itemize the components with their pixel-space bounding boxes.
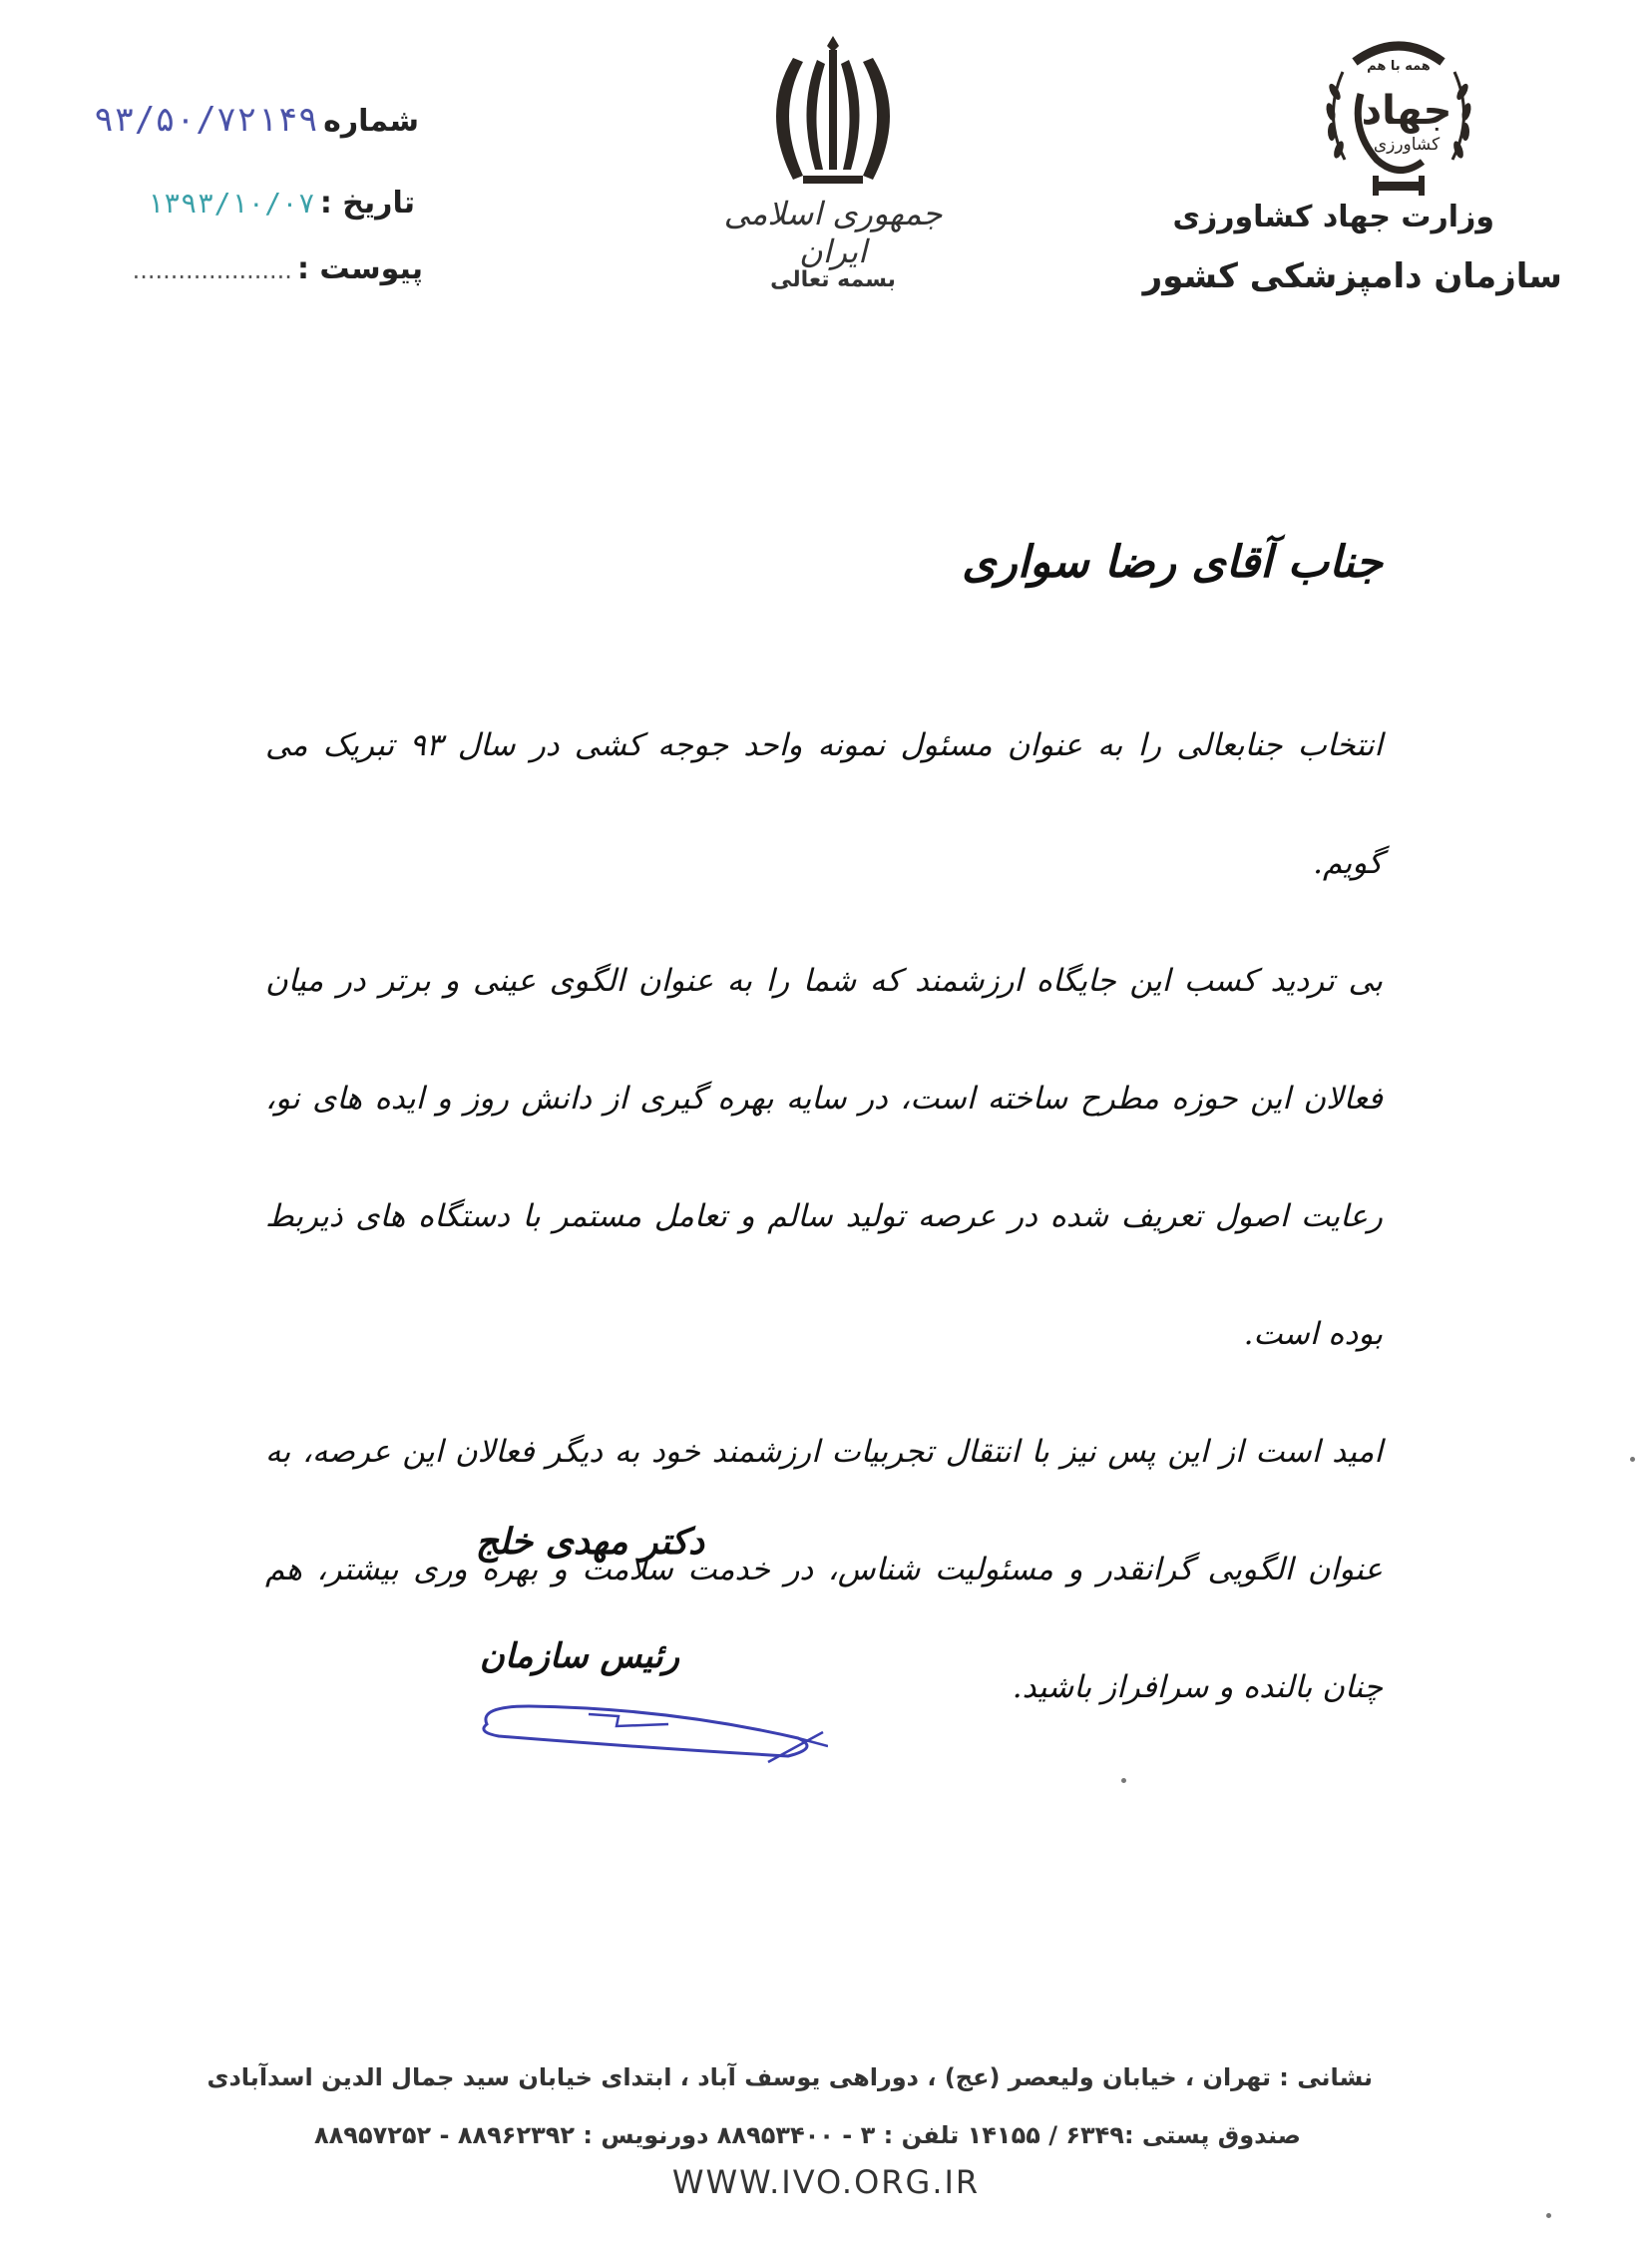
- attachment-label: پیوست :: [296, 251, 423, 286]
- svg-text:همه با هم: همه با هم: [1367, 59, 1431, 74]
- bismillah: بسمه تعالی: [770, 267, 896, 292]
- country-name: جمهوری اسلامی ایران: [723, 195, 943, 270]
- iran-emblem-icon: [753, 30, 913, 200]
- date-value: ۱۳۹۳/۱۰/۰۷: [147, 187, 315, 220]
- handwritten-signature-icon: [469, 1686, 828, 1796]
- body-paragraph: بی تردید کسب این جایگاه ارزشمند که شما را به عنوان الگوی عینی و برتر در میان فعالان این حوزه مطرح ساخته است، در سایه بهره گیری از دانش روز و ایده های نو، رعایت اصول تعریف شده در عرصه تولید سالم و تعامل مستمر با دستگاه های ذیربط بوده است.: [265, 963, 1383, 1352]
- svg-text:کشاورزی: کشاورزی: [1373, 135, 1441, 155]
- ministry-name: وزارت جهاد کشاورزی: [1172, 200, 1494, 234]
- reference-attachment-row: [133, 251, 423, 286]
- attachment-value: .....................: [132, 256, 292, 284]
- footer-address: نشانی : تهران ، خیابان ولیعصر (عج) ، دوراهی یوسف آباد ، ابتدای خیابان سید جمال الدین اسدآبادی: [206, 2063, 1373, 2091]
- date-label: تاریخ :: [319, 186, 415, 221]
- number-label: شماره: [323, 104, 419, 139]
- organization-name: سازمان دامپزشکی کشور: [1142, 256, 1562, 296]
- reference-number-row: [94, 100, 419, 140]
- scan-speck: [1630, 1457, 1635, 1462]
- body-paragraph: انتخاب جنابعالی را به عنوان مسئول نمونه واحد جوجه کشی در سال ۹۳ تبریک می گویم.: [265, 727, 1383, 881]
- footer-contact: صندوق پستی :۶۳۴۹ / ۱۴۱۵۵ تلفن : ۳ - ۸۸۹۵۳۴۰۰ دورنویس : ۸۸۹۶۲۳۹۲ - ۸۸۹۵۷۲۵۲: [314, 2121, 1301, 2149]
- reference-date-row: [147, 186, 415, 221]
- scan-speck: [1121, 1778, 1126, 1783]
- recipient-line: جناب آقای رضا سواری: [962, 537, 1383, 588]
- footer-website: WWW.IVO.ORG.IR: [671, 2163, 981, 2201]
- body-paragraph: امید است از این پس نیز با انتقال تجربیات ارزشمند خود به دیگر فعالان این عرصه، به عنوان الگویی گرانقدر و مسئولیت شناس، در خدمت سلامت و بهره وری بیشتر، هم چنان بالنده و سرافراز باشید.: [265, 1434, 1383, 1705]
- ministry-header: [1143, 200, 1562, 296]
- number-value: ۹۳/۵۰/۷۲۱۴۹: [93, 100, 319, 140]
- jahad-agriculture-logo-icon: [1315, 32, 1482, 200]
- signer-title: رئیس سازمان: [479, 1636, 679, 1676]
- signer-name: دکتر مهدی خلج: [475, 1521, 704, 1563]
- scan-speck: [1546, 2213, 1551, 2218]
- letter-body: [265, 686, 1383, 1746]
- svg-text:جهاد: جهاد: [1361, 88, 1452, 134]
